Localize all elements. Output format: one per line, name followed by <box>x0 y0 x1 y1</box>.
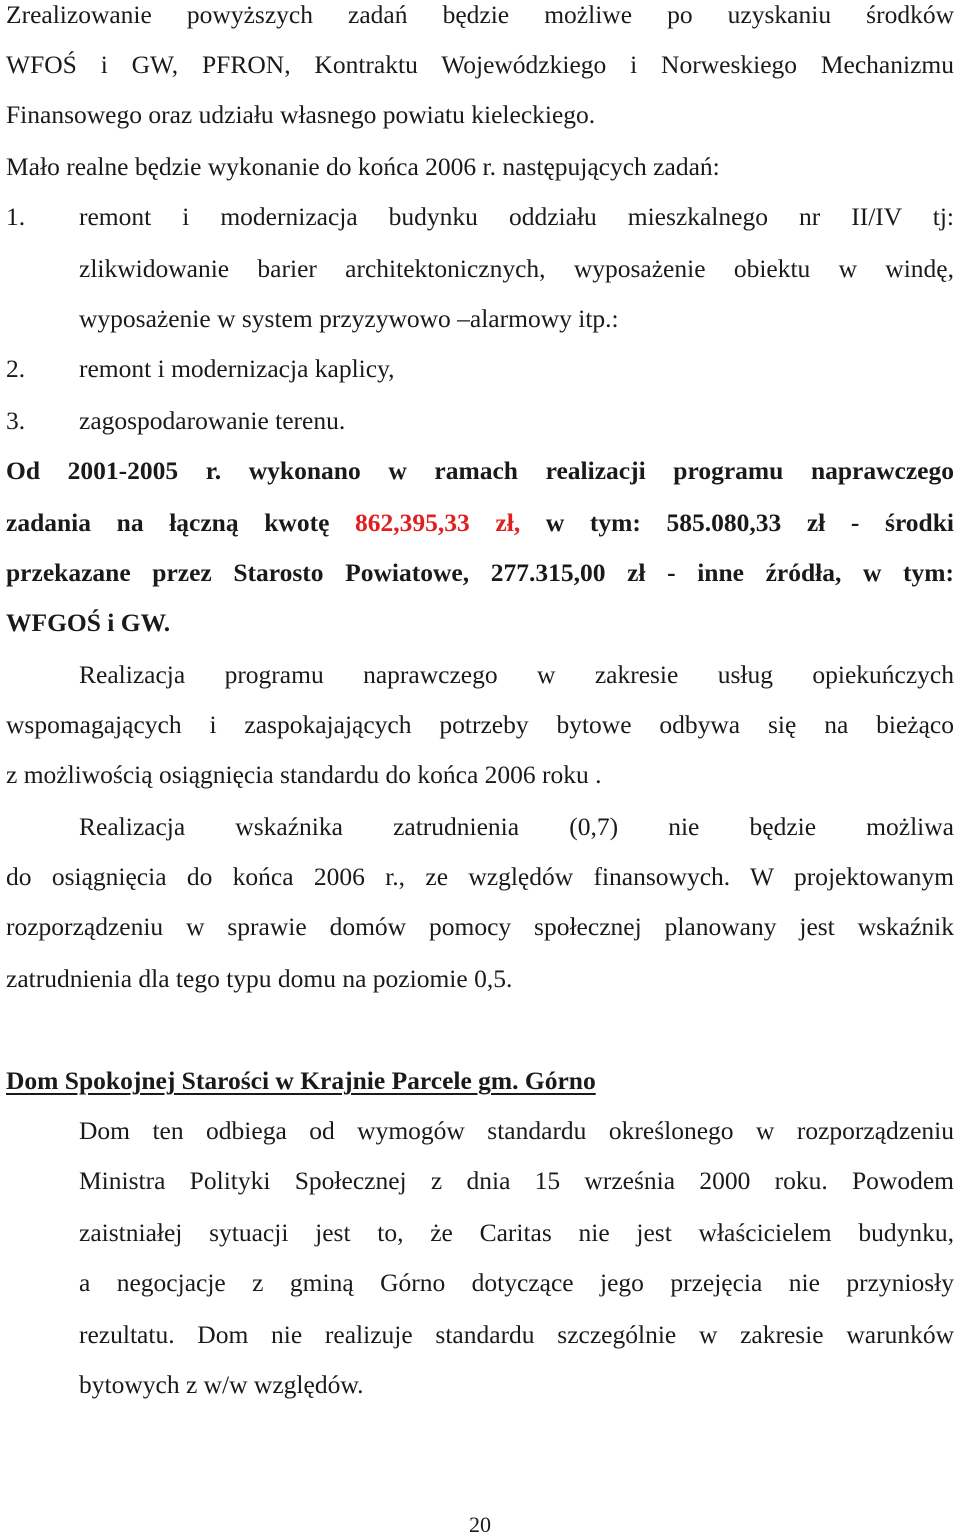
section-line-4: a negocjacje z gminą Górno dotyczące jego przejęcia nie przyniosły <box>79 1268 954 1297</box>
summary-line-2 <box>6 508 954 538</box>
employment-line-3: rozporządzeniu w sprawie domów pomocy społecznej planowany jest wskaźnik <box>6 912 954 941</box>
intro-line-1: Zrealizowanie powyższych zadań będzie możliwe po uzyskaniu środków <box>6 0 954 29</box>
summary-line-3: przekazane przez Starosto Powiatowe, 277.315,00 zł - inne źródła, w tym: <box>6 558 954 587</box>
intro-line-2: WFOŚ i GW, PFRON, Kontraktu Wojewódzkiego i Norweskiego Mechanizmu <box>6 50 954 79</box>
summary-text: w tym: 585.080,33 zł - środki <box>520 508 955 537</box>
list-item-1-line-1: remont i modernizacja budynku oddziału mieszkalnego nr II/IV tj: <box>79 202 954 231</box>
care-line-3: z możliwością osiągnięcia standardu do końca 2006 roku . <box>6 760 602 789</box>
employment-line-2: do osiągnięcia do końca 2006 r., ze względów finansowych. W projektowanym <box>6 862 954 891</box>
summary-text: zadania na łączną kwotę <box>6 508 356 537</box>
list-item-2: remont i modernizacja kaplicy, <box>79 354 395 383</box>
section-line-5: rezultatu. Dom nie realizuje standardu szczególnie w zakresie warunków <box>79 1320 954 1349</box>
list-item-1-line-3: wyposażenie w system przyzywowo –alarmowy itp.: <box>79 304 619 333</box>
page-number: 20 <box>469 1512 491 1537</box>
summary-line-4: WFGOŚ i GW. <box>6 608 171 637</box>
list-item-3: zagospodarowanie terenu. <box>79 406 346 435</box>
total-amount: 862,395,33 zł, <box>355 508 521 537</box>
list-item-1-line-2: zlikwidowanie barier architektonicznych, wyposażenie obiektu w windę, <box>79 254 954 283</box>
employment-line-4: zatrudnienia dla tego typu domu na poziomie 0,5. <box>6 964 513 993</box>
list-item-number: 3. <box>6 406 26 435</box>
intro-line-3: Finansowego oraz udziału własnego powiatu kieleckiego. <box>6 100 596 129</box>
section-line-3: zaistniałej sytuacji jest to, że Caritas nie jest właścicielem budynku, <box>79 1218 954 1247</box>
employment-line-1: Realizacja wskaźnika zatrudnienia (0,7) nie będzie możliwa <box>79 812 954 841</box>
care-line-2: wspomagających i zaspokajających potrzeby bytowe odbywa się na bieżąco <box>6 710 954 739</box>
list-item-number: 2. <box>6 354 26 383</box>
list-item-number: 1. <box>6 202 26 231</box>
care-line-1: Realizacja programu naprawczego w zakresie usług opiekuńczych <box>79 660 954 689</box>
section-line-2: Ministra Polityki Społecznej z dnia 15 września 2000 roku. Powodem <box>79 1166 954 1195</box>
summary-line-1: Od 2001-2005 r. wykonano w ramach realizacji programu naprawczego <box>6 456 954 485</box>
section-heading: Dom Spokojnej Starości w Krajnie Parcele gm. Górno <box>6 1066 596 1095</box>
section-line-6: bytowych z w/w względów. <box>79 1370 364 1399</box>
section-line-1: Dom ten odbiega od wymogów standardu określonego w rozporządzeniu <box>79 1116 954 1145</box>
intro-line-4: Mało realne będzie wykonanie do końca 2006 r. następujących zadań: <box>6 152 720 181</box>
